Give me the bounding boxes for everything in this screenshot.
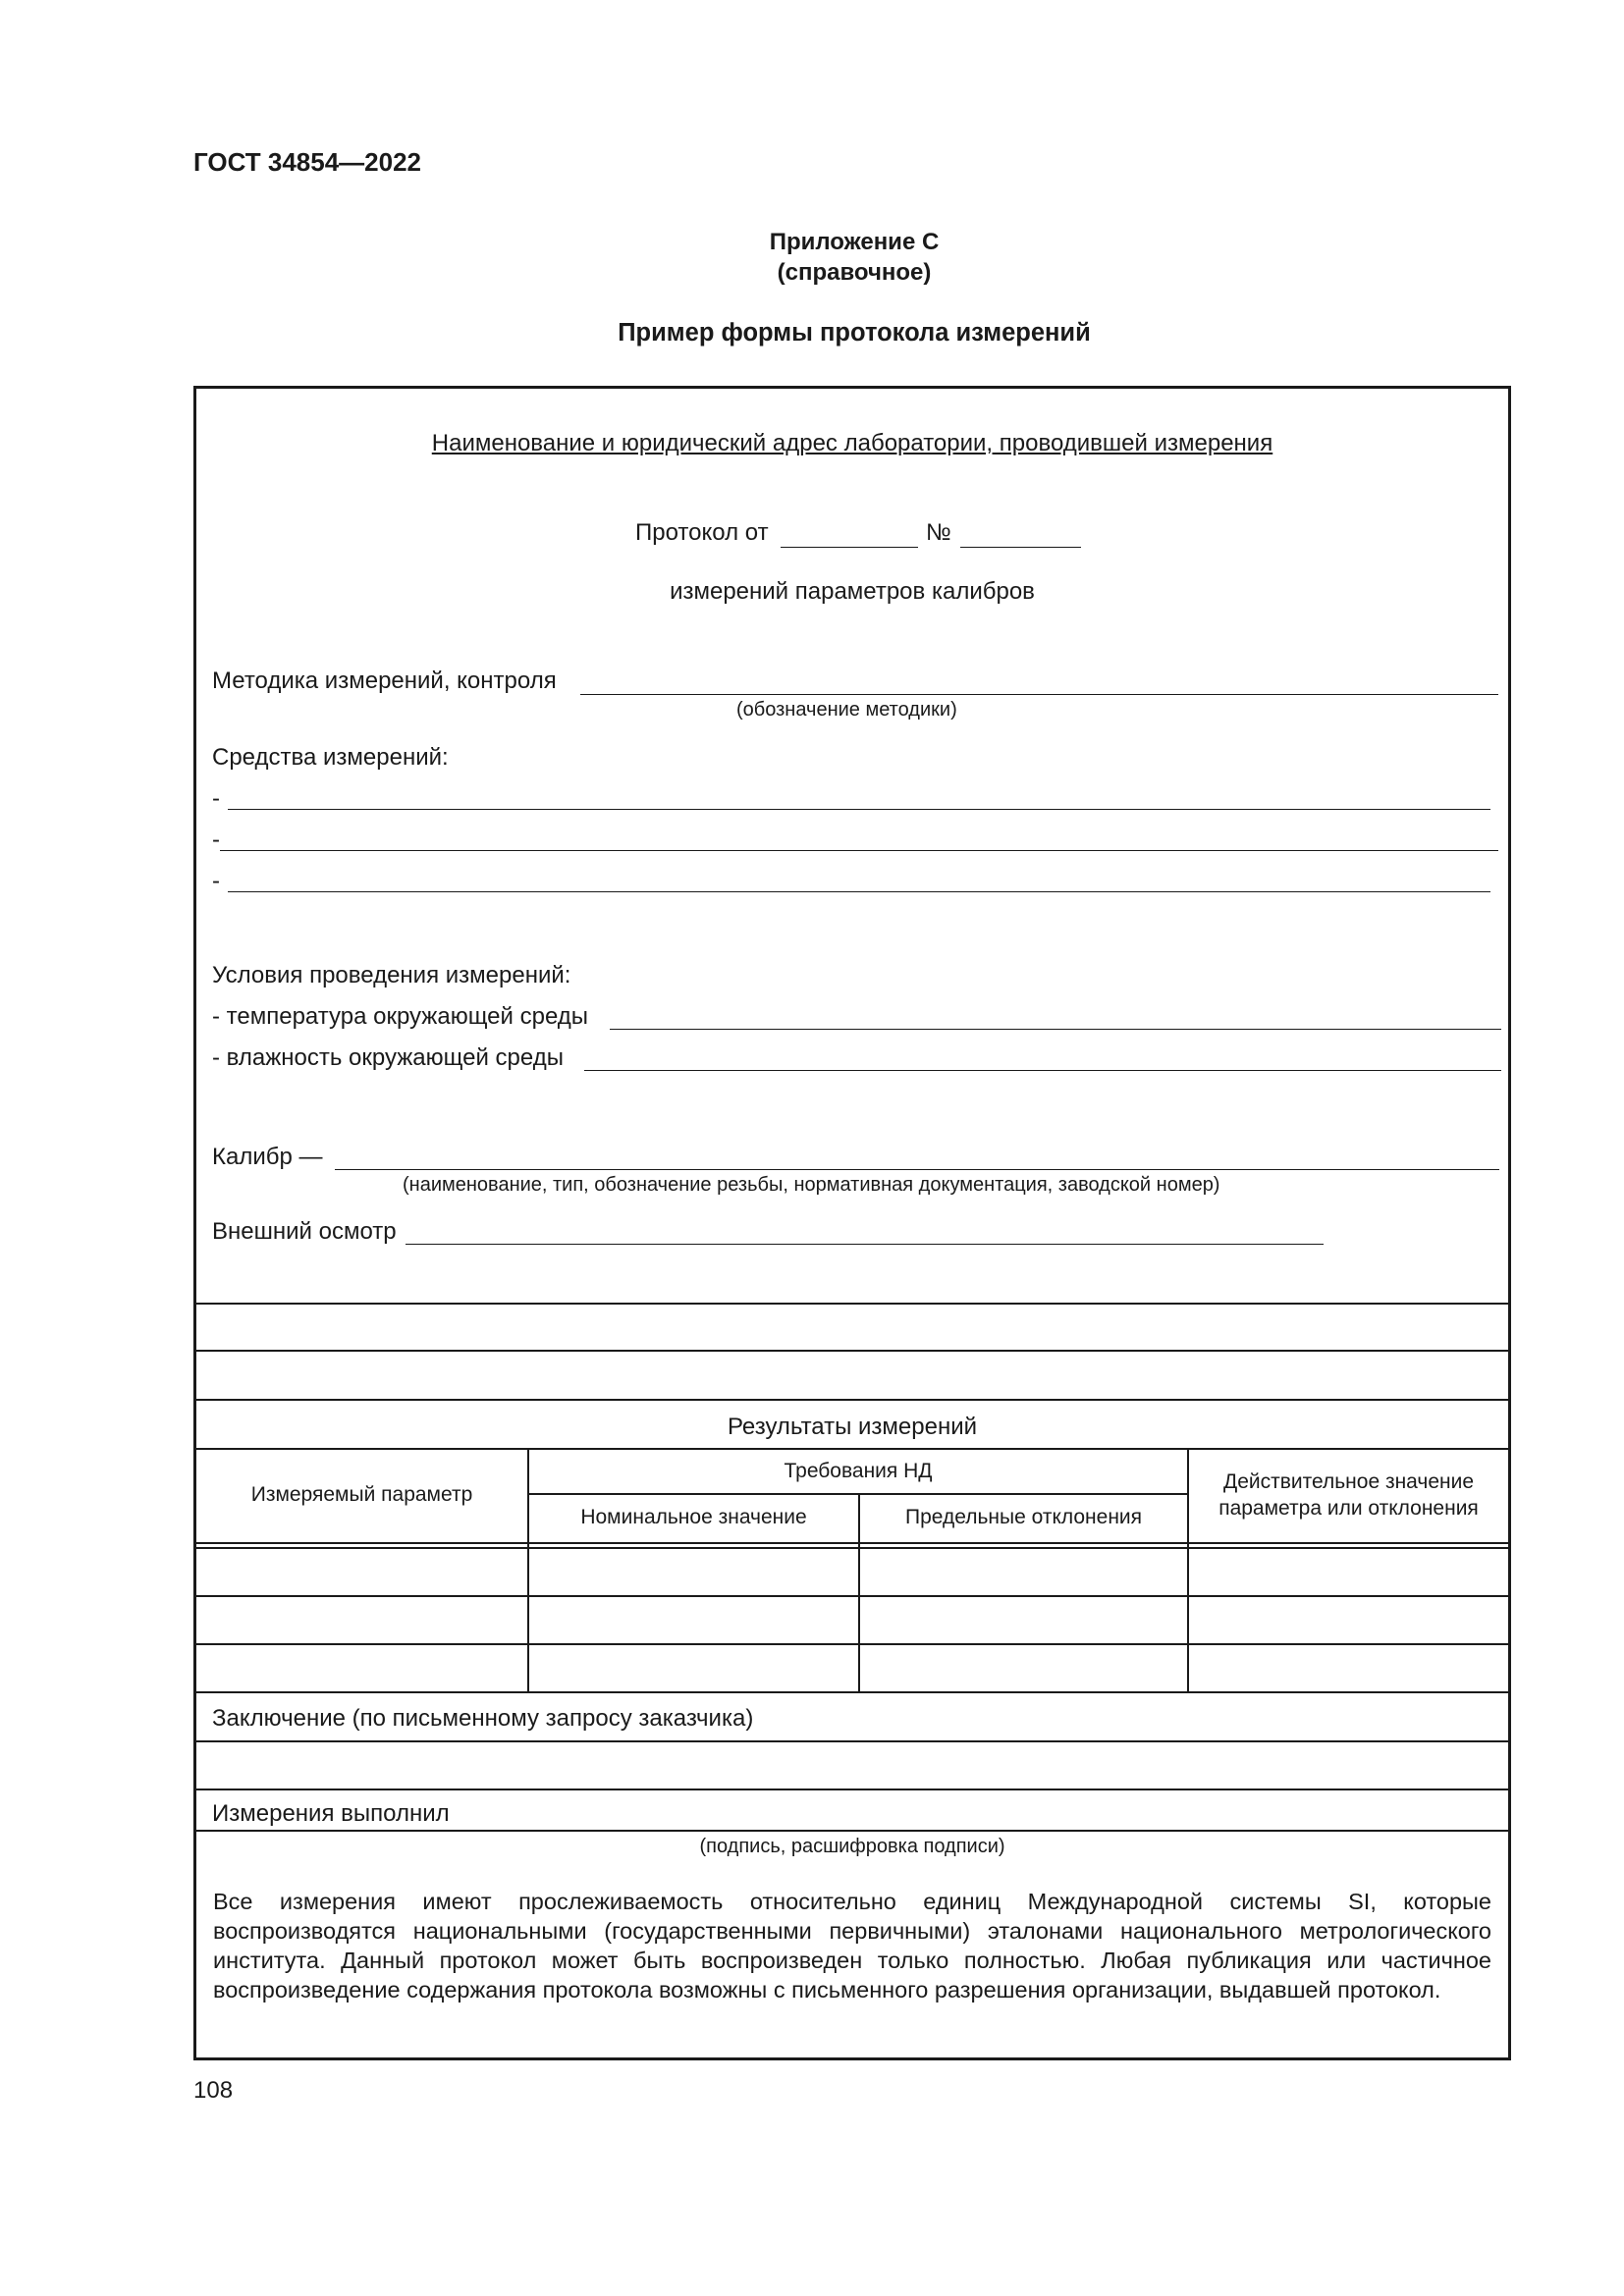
conditions-label: Условия проведения измерений: xyxy=(212,962,571,988)
col-requirements-header: Требования НД xyxy=(784,1460,933,1483)
divider xyxy=(196,1303,1508,1305)
divider xyxy=(196,1789,1508,1790)
standard-designation: ГОСТ 34854—2022 xyxy=(193,147,421,177)
lab-name-placeholder: Наименование и юридический адрес лаборатории, проводившей измерения xyxy=(431,430,1273,456)
inspection-field[interactable] xyxy=(406,1244,1324,1245)
traceability-note: Все измерения имеют прослеживаемость относительно единиц Международной системы SI, которые воспроизводятся национальными (государственными первичными) эталонами национального метрологического института. Данный протокол может быть воспроизведен только полностью. Любая публикация или частичное воспроизведение содержания протокола возможны с письменного разрешения организации, выдавшей протокол. xyxy=(213,1889,1491,2002)
appendix-heading: Пример формы протокола измерений xyxy=(618,319,1091,347)
column-divider xyxy=(527,1448,529,1692)
method-label: Методика измерений, контроля xyxy=(212,667,557,694)
divider xyxy=(196,1830,1508,1832)
conclusion-label: Заключение (по письменному запросу заказчика) xyxy=(212,1705,754,1732)
instrument-field-1[interactable] xyxy=(228,809,1490,810)
page-number: 108 xyxy=(193,2077,234,2104)
divider xyxy=(196,1350,1508,1352)
table-row xyxy=(196,1691,1508,1693)
instrument-dash-3: - xyxy=(212,868,220,894)
table-row xyxy=(196,1643,1508,1645)
appendix-title: Приложение С xyxy=(769,229,940,255)
col-nominal-header: Номинальное значение xyxy=(580,1506,807,1529)
protocol-number-field[interactable] xyxy=(960,547,1081,548)
performer-label: Измерения выполнил xyxy=(212,1800,450,1827)
col-limits-header: Предельные отклонения xyxy=(904,1506,1143,1529)
method-hint: (обозначение методики) xyxy=(736,699,957,721)
divider xyxy=(196,1547,1508,1549)
results-title: Результаты измерений xyxy=(727,1414,978,1440)
humidity-label: - влажность окружающей среды xyxy=(212,1044,564,1071)
instrument-dash-1: - xyxy=(212,785,220,812)
method-field[interactable] xyxy=(580,694,1498,695)
gauge-field[interactable] xyxy=(335,1169,1499,1170)
instrument-field-2[interactable] xyxy=(220,850,1498,851)
appendix-type: (справочное) xyxy=(777,259,932,286)
temperature-label: - температура окружающей среды xyxy=(212,1003,589,1030)
humidity-field[interactable] xyxy=(584,1070,1501,1071)
divider xyxy=(196,1542,1508,1544)
protocol-from-label: Протокол от xyxy=(635,519,769,546)
temperature-field[interactable] xyxy=(610,1029,1501,1030)
col-parameter-header: Измеряемый параметр xyxy=(250,1483,473,1507)
divider xyxy=(196,1740,1508,1742)
instrument-field-3[interactable] xyxy=(228,891,1490,892)
table-row xyxy=(196,1595,1508,1597)
measurement-protocol-form xyxy=(193,386,1511,2060)
column-divider xyxy=(1187,1448,1189,1692)
gauge-label: Калибр — xyxy=(212,1144,323,1170)
signature-hint: (подпись, расшифровка подписи) xyxy=(699,1836,1005,1857)
inspection-label: Внешний осмотр xyxy=(212,1218,397,1245)
gauge-hint: (наименование, тип, обозначение резьбы, нормативная документация, заводской номер) xyxy=(403,1174,1220,1196)
instruments-label: Средства измерений: xyxy=(212,744,449,771)
protocol-number-sign: № xyxy=(926,519,951,546)
protocol-date-field[interactable] xyxy=(781,547,918,548)
column-divider xyxy=(858,1493,860,1692)
col-actual-header: Действительное значение параметра или отклонения xyxy=(1218,1469,1479,1520)
divider xyxy=(196,1399,1508,1401)
protocol-subject: измерений параметров калибров xyxy=(670,578,1035,605)
instrument-dash-2: - xyxy=(212,827,220,853)
